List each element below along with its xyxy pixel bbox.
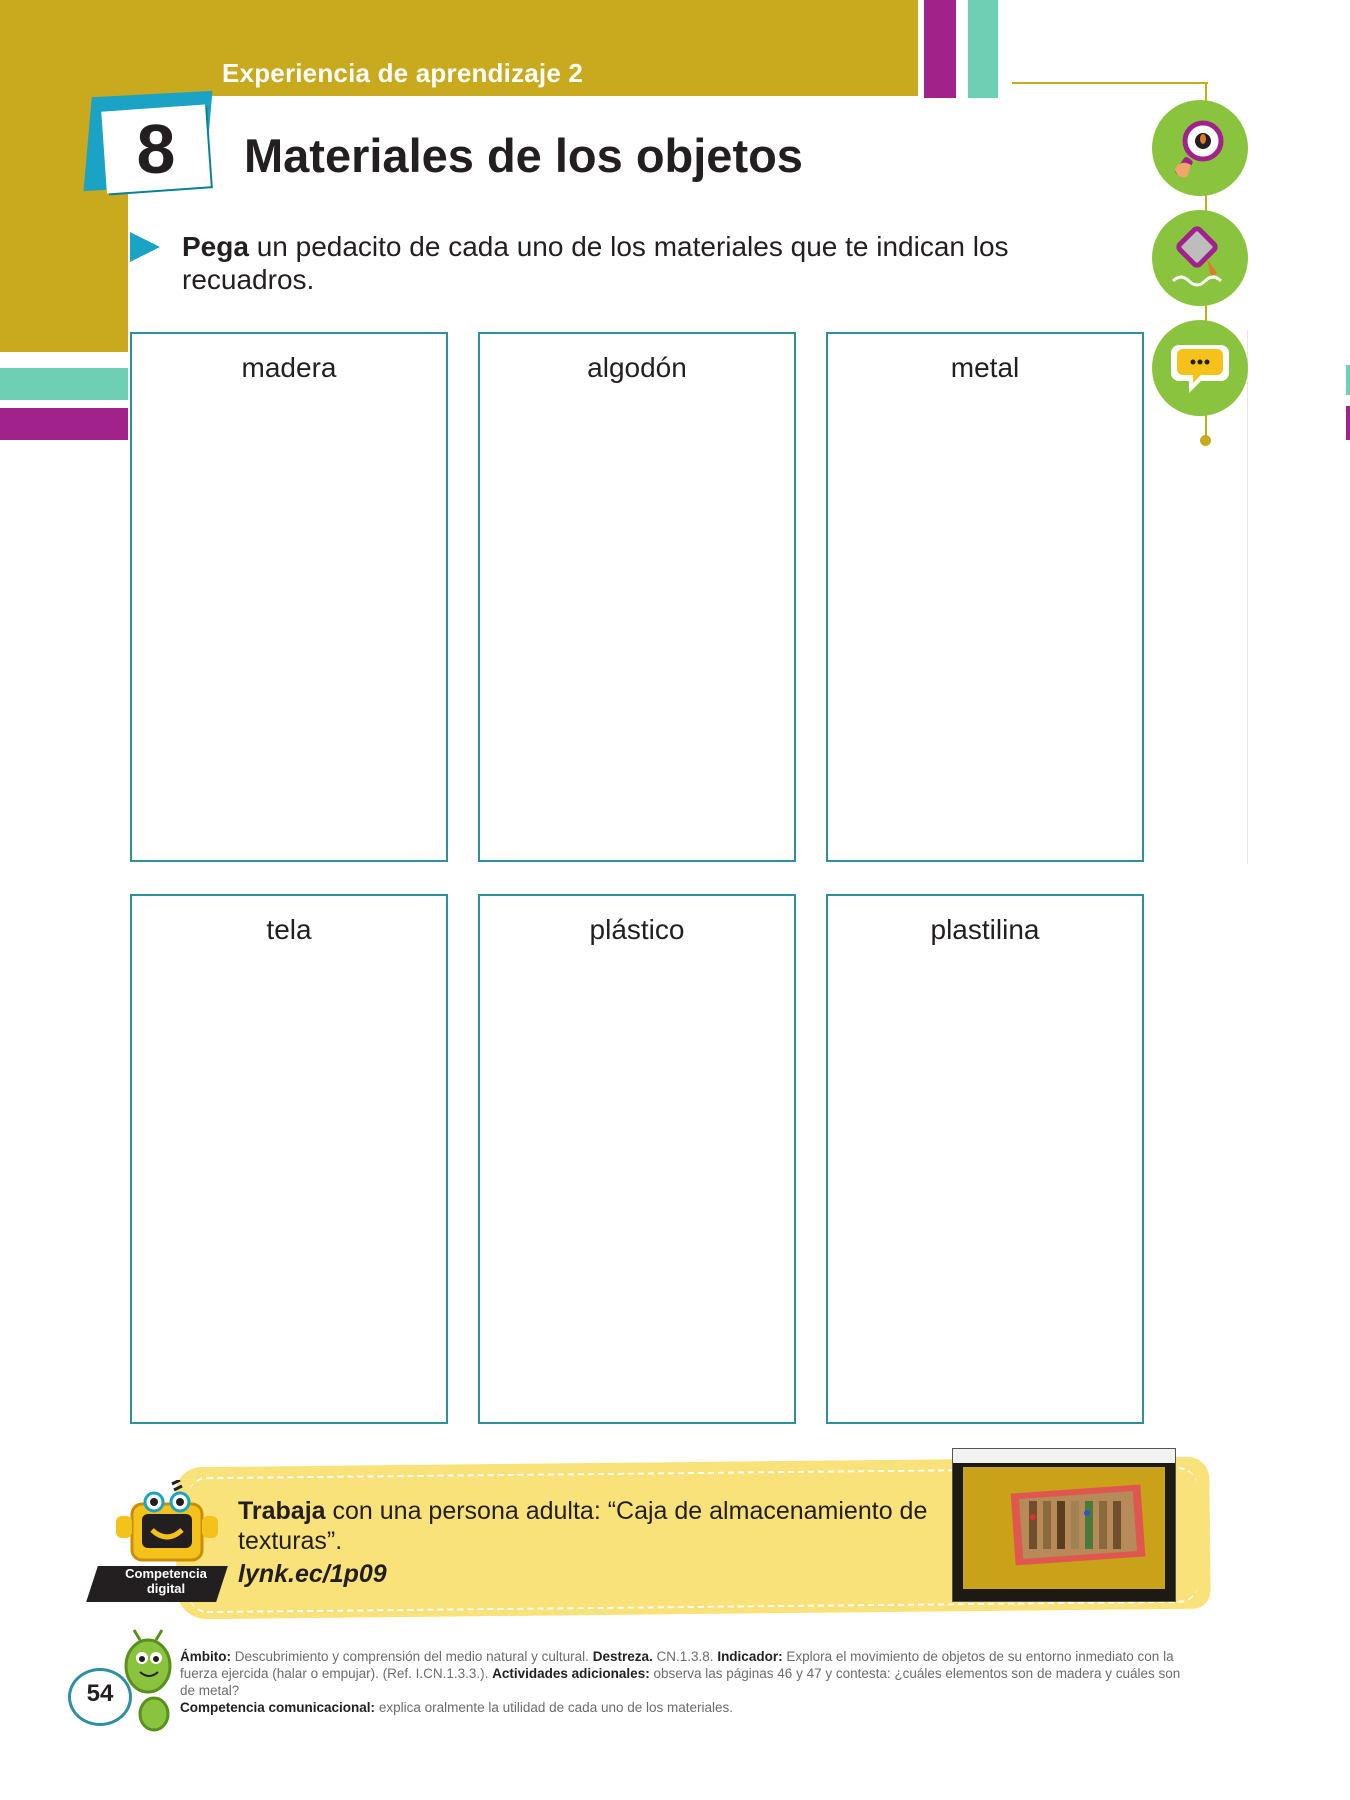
material-label: plastilina: [930, 914, 1040, 945]
material-box-metal[interactable]: [826, 332, 1144, 862]
instruction-text: un pedacito de cada uno de los materiales que te indican los recuadros.: [182, 231, 1009, 295]
competence-badge-label: Competencia digital: [125, 1566, 207, 1596]
material-box-algodon[interactable]: [478, 332, 796, 862]
teacher-notes: [180, 1648, 1190, 1716]
instruction-verb: Pega: [182, 231, 249, 262]
paintbrush-icon: [1152, 210, 1248, 306]
digital-task: [238, 1496, 958, 1556]
divider: [1247, 330, 1248, 864]
ambito-text: Descubrimiento y comprensión del medio natural y cultural.: [234, 1649, 589, 1664]
actividades-text: observa las páginas 46 y 47 y contesta: ¿cuáles elementos son de madera y cuáles son de metal?: [180, 1666, 1181, 1698]
video-frame: [963, 1467, 1165, 1589]
magenta-stripe: [924, 0, 956, 98]
material-label: plástico: [589, 914, 685, 945]
page-title: Materiales de los objetos: [244, 129, 803, 182]
material-box-plastico[interactable]: [478, 894, 796, 1424]
connector-dot: [1200, 435, 1211, 446]
digital-task-verb: Trabaja: [238, 1497, 326, 1525]
destreza-label: Destreza.: [592, 1649, 653, 1664]
instruction: [182, 230, 1092, 296]
material-label: algodón: [587, 352, 687, 383]
edge-teal-mark: [1346, 365, 1350, 395]
indicador-text: Explora el movimiento de objetos de su entorno inmediato con la fuerza ejercida (halar o empujar). (Ref. I.CN.1.3.3.).: [180, 1649, 1174, 1681]
resource-link[interactable]: lynk.ec/1p09: [238, 1560, 387, 1588]
magenta-band: [0, 408, 128, 440]
instruction-arrow-icon: [130, 232, 160, 262]
destreza-text: CN.1.3.8.: [656, 1649, 714, 1664]
video-thumbnail[interactable]: [952, 1448, 1176, 1602]
teal-stripe: [968, 0, 998, 98]
unit-kicker: Experiencia de aprendizaje 2: [222, 58, 584, 88]
actividades-label: Actividades adicionales:: [492, 1666, 650, 1681]
edge-magenta-mark: [1346, 406, 1350, 440]
material-box-tela[interactable]: [130, 894, 448, 1424]
magnifier-icon: [1152, 100, 1248, 196]
lesson-number: 8: [136, 110, 176, 188]
material-box-plastilina[interactable]: [826, 894, 1144, 1424]
material-label: tela: [266, 914, 312, 945]
speech-bubble-icon: [1152, 320, 1248, 416]
competencia-label: Competencia comunicacional:: [180, 1700, 376, 1715]
competencia-text: explica oralmente la utilidad de cada uno de los materiales.: [378, 1700, 734, 1715]
connector-line: [1012, 82, 1208, 84]
ambito-label: Ámbito:: [180, 1649, 231, 1664]
indicador-label: Indicador:: [717, 1649, 783, 1664]
material-box-madera[interactable]: [130, 332, 448, 862]
page-number: 54: [86, 1680, 114, 1707]
video-browser-bar: [953, 1449, 1175, 1463]
material-label: metal: [950, 352, 1020, 383]
digital-task-text: con una persona adulta: “Caja de almacenamiento de texturas”.: [238, 1497, 928, 1555]
material-label: madera: [241, 352, 337, 383]
robot-mascot-icon: [108, 1480, 220, 1577]
teal-band: [0, 368, 128, 400]
